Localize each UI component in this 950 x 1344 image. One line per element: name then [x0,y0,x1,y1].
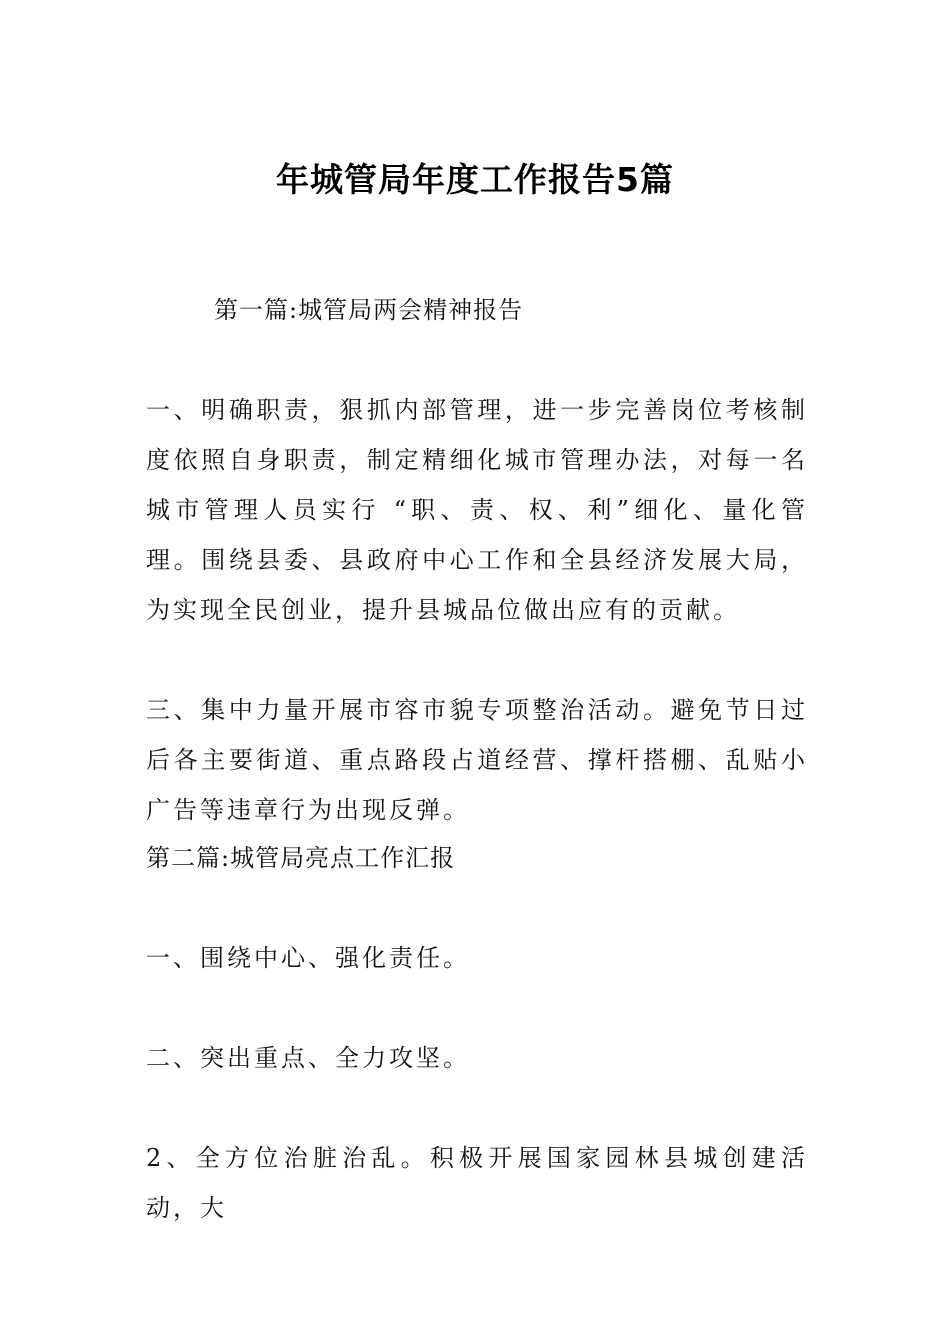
paragraph-4-block [146,1033,808,1083]
paragraph-1: 一、明确职责，狠抓内部管理，进一步完善岗位考核制度依照自身职责，制定精细化城市管理办法，对每一名城市管理人员实行 “职、责、权、利”细化、量化管理。围绕县委、县政府中心工作和全县经济发展大局，为实现全民创业，提升县城品位做出应有的贡献。 [146,396,808,624]
paragraph-1-block [146,385,808,635]
paragraph-2-block [146,685,808,835]
paragraph-3-block [146,933,808,983]
section-heading-2-block [146,833,808,883]
paragraph-2: 三、集中力量开展市容市貌专项整治活动。避免节日过后各主要街道、重点路段占道经营、撑杆搭棚、乱贴小广告等违章行为出现反弹。 [146,696,808,824]
paragraph-4: 二、突出重点、全力攻坚。 [146,1044,470,1072]
paragraph-3: 一、围绕中心、强化责任。 [146,944,470,972]
section-heading-1: 第一篇:城管局两会精神报告 [214,296,524,324]
section-heading-1-block [146,285,808,335]
paragraph-5: 2、全方位治脏治乱。积极开展国家园林县城创建活动，大 [146,1144,808,1222]
document-title: 年城管局年度工作报告5篇 [276,160,674,199]
paragraph-5-block [146,1133,808,1233]
section-heading-2: 第二篇:城管局亮点工作汇报 [146,844,456,872]
